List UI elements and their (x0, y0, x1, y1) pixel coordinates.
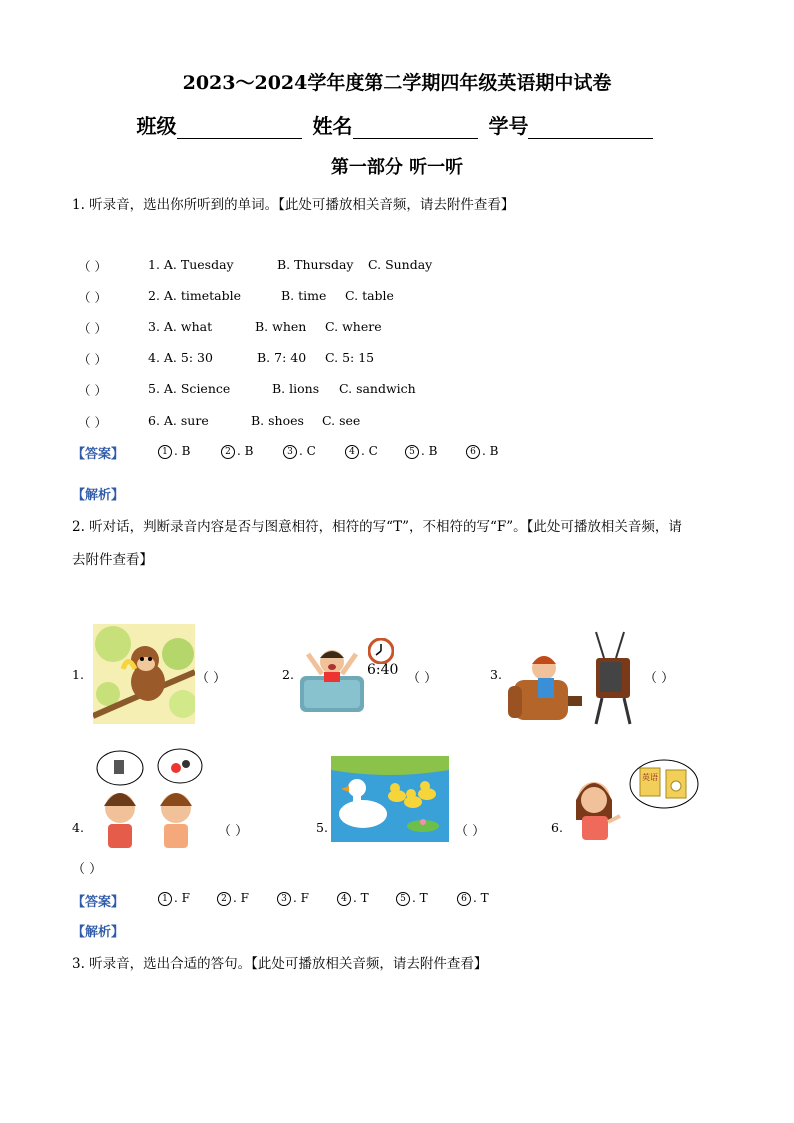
option-b: B. time (281, 288, 327, 303)
q1-answer: 1 . B (158, 444, 190, 459)
answer-paren: （ ） (196, 671, 227, 686)
answer-paren: （ ） (78, 415, 107, 430)
number-blank (528, 118, 653, 139)
student-info-line (0, 110, 794, 139)
analysis-label: 【解析】 (72, 925, 125, 940)
name-label: 姓名 (312, 114, 353, 138)
q1-answer-line (72, 443, 124, 462)
ducks-picture (331, 756, 449, 842)
answer-label: 【答案】 (72, 447, 125, 462)
q1-answer: 2 . B (221, 444, 253, 459)
watching-tv-picture (508, 628, 634, 726)
part-title: 第一部分 听一听 (330, 157, 464, 178)
q1-answer: 5 . B (405, 444, 437, 459)
answer-paren: （ ） (78, 290, 107, 305)
q3-prompt: 3. 听录音，选出合适的答句。【此处可播放相关音频，请去附件查看】 (72, 956, 488, 972)
option-c: C. Sunday (368, 257, 433, 272)
item-label: 2. (282, 667, 294, 682)
q1-answer: 6 . B (466, 444, 498, 459)
item-label: 6. (551, 820, 563, 835)
option-c: C. see (322, 413, 361, 428)
answer-paren: （ ） (407, 671, 438, 686)
class-label: 班级 (136, 114, 177, 138)
q2-answer: 3 . F (277, 891, 309, 906)
option-a: 1. A. Tuesday (148, 257, 234, 272)
page-title: 2023～2024学年度第二学期四年级英语期中试卷 (182, 72, 612, 94)
option-b: B. 7: 40 (257, 350, 307, 365)
option-a: 2. A. timetable (148, 288, 242, 303)
item-label: 5. (316, 820, 328, 835)
option-c: C. 5: 15 (325, 350, 375, 365)
number-label: 学号 (488, 114, 529, 138)
clock-time: 6:40 (367, 662, 399, 678)
answer-paren: （ ） (78, 259, 107, 274)
monkey-picture (93, 624, 195, 724)
q2-answer: 4 . T (337, 891, 369, 906)
class-blank (177, 118, 302, 139)
two-girls-picture (92, 748, 204, 850)
option-c: C. sandwich (339, 381, 416, 396)
answer-paren: （ ） (218, 824, 249, 839)
item-label: 4. (72, 820, 84, 835)
answer-paren: （ ） (78, 383, 107, 398)
clock-icon (368, 638, 394, 664)
option-b: B. shoes (251, 413, 304, 428)
option-b: B. lions (272, 381, 320, 396)
q2-answer-line (72, 891, 124, 910)
option-b: B. when (255, 319, 307, 334)
option-a: 4. A. 5: 30 (148, 350, 213, 365)
answer-paren: （ ） (644, 671, 675, 686)
q2-answer: 5 . T (396, 891, 428, 906)
answer-paren: （ ） (72, 862, 103, 877)
option-c: C. where (325, 319, 382, 334)
item-label: 3. (490, 667, 502, 682)
answer-paren: （ ） (455, 824, 486, 839)
option-a: 6. A. sure (148, 413, 209, 428)
q1-answer: 3 . C (283, 444, 316, 459)
q2-prompt-line1: 2. 听对话，判断录音内容是否与图意相符，相符的写“T”，不相符的写“F”。【此处可播放相关音频，请 (72, 519, 682, 535)
book-title: 英语 (642, 773, 658, 782)
item-label: 1. (72, 667, 84, 682)
q2-answer: 6 . T (457, 891, 489, 906)
name-blank (353, 118, 478, 139)
answer-paren: （ ） (78, 321, 107, 336)
q2-answer: 2 . F (217, 891, 249, 906)
boy-waking-picture (300, 636, 364, 712)
option-b: B. Thursday (277, 257, 354, 272)
analysis-label: 【解析】 (72, 488, 125, 503)
option-a: 5. A. Science (148, 381, 231, 396)
q2-answer: 1 . F (158, 891, 190, 906)
q2-prompt-line2: 去附件查看】 (72, 552, 153, 568)
answer-label: 【答案】 (72, 895, 125, 910)
q1-answer: 4 . C (345, 444, 378, 459)
option-a: 3. A. what (148, 319, 213, 334)
girl-books-picture (570, 756, 700, 842)
q1-prompt: 1. 听录音，选出你所听到的单词。【此处可播放相关音频，请去附件查看】 (72, 197, 515, 213)
answer-paren: （ ） (78, 352, 107, 367)
option-c: C. table (345, 288, 394, 303)
